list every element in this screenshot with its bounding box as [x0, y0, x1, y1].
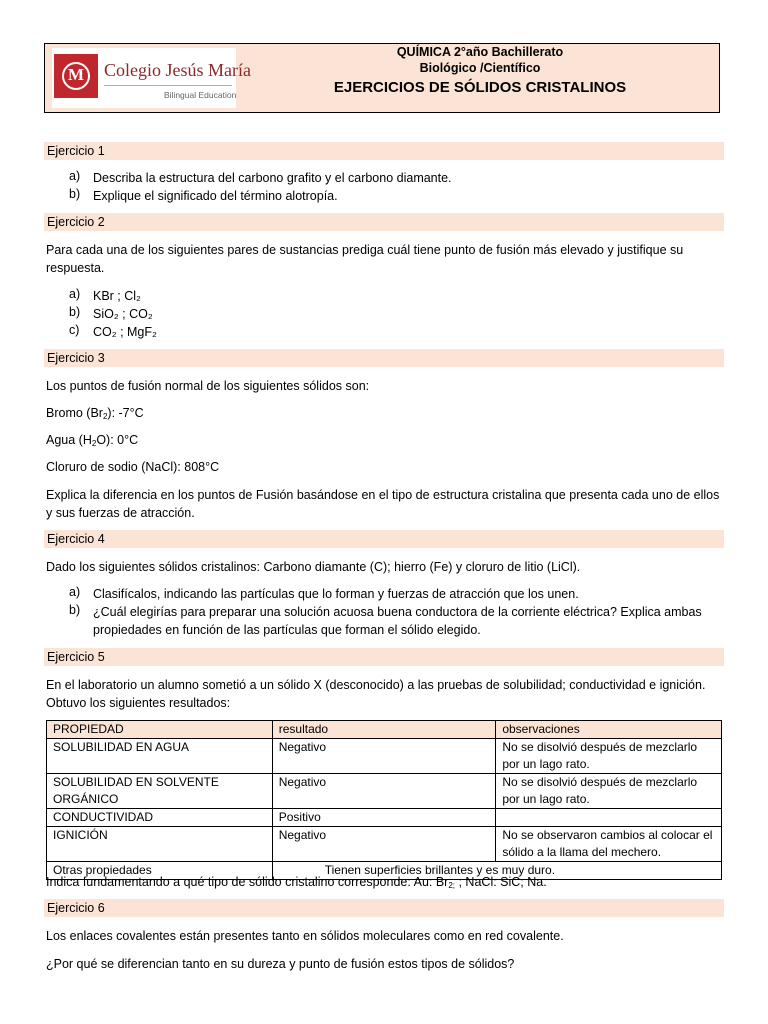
results-table [46, 720, 722, 880]
logo-school-name: Colegio Jesús María [104, 60, 251, 80]
subject-line: QUÍMICA 2°año Bachillerato [396, 45, 564, 59]
bromo-line: Bromo $(Br_2)$: -7°C [46, 406, 144, 421]
table-cell: No se disolvió después de mezclarlo por un lago rato. [496, 739, 722, 774]
table-header-cell: observaciones [496, 721, 722, 739]
exercise-3-question: Explica la diferencia en los puntos de Fusión basándose en el tipo de estructura cristalina que presenta cada uno de ellos y sus fuerzas de atracción. [46, 488, 720, 520]
list-marker: b) [69, 305, 81, 319]
table-cell [496, 809, 722, 827]
table-cell: Negativo [272, 827, 496, 862]
list-item: Clasifícalos, indicando las partículas que lo forman y fuerzas de atracción que los unen. [93, 587, 579, 601]
table-cell: Negativo [272, 739, 496, 774]
exercise-3-heading: Ejercicio 3 [44, 349, 724, 367]
agua-line: Agua $(H_2O)$: 0°C [46, 433, 139, 448]
exercise-5-heading: Ejercicio 5 [44, 648, 724, 666]
table-cell: Negativo [272, 774, 496, 809]
table-row [47, 739, 722, 774]
table-row [47, 827, 722, 862]
logo-tagline: Bilingual Education [164, 90, 237, 100]
list-item: Describa la estructura del carbono grafito y el carbono diamante. [93, 171, 452, 185]
table-cell: IGNICIÓN [47, 827, 273, 862]
list-marker: a) [69, 169, 81, 183]
list-marker: b) [69, 187, 81, 201]
exercise-6-heading: Ejercicio 6 [44, 899, 724, 917]
exercise-6-question: ¿Por qué se diferencian tanto en su dureza y punto de fusión estos tipos de sólidos? [46, 957, 515, 971]
table-header-cell: PROPIEDAD [47, 721, 273, 739]
table-cell: Positivo [272, 809, 496, 827]
list-marker: a) [69, 585, 81, 599]
exercise-3-intro: Los puntos de fusión normal de los siguientes sólidos son: [46, 379, 370, 393]
list-item: CO₂ ; MgF₂ [93, 325, 157, 339]
exercise-2-heading: Ejercicio 2 [44, 213, 724, 231]
list-item: KBr ; Cl₂ [93, 289, 141, 303]
list-marker: c) [69, 323, 80, 337]
table-cell: No se disolvió después de mezclarlo por un lago rato. [496, 774, 722, 809]
table-cell: SOLUBILIDAD EN AGUA [47, 739, 273, 774]
table-cell: Otras propiedades [47, 862, 273, 880]
track-line: Biológico /Científico [419, 61, 541, 75]
exercise-5-question: Indica fundamentando a qué tipo de sólido cristalino corresponde: Au: $Br_{2;}$ ; NaCl: SiC; Na. [46, 875, 547, 890]
exercise-5-intro: En el laboratorio un alumno sometió a un sólido X (desconocido) a las pruebas de solubilidad; conductividad e ignición. Obtuvo los siguientes resultados: [46, 678, 706, 710]
list-item: Explique el significado del término alotropía. [93, 189, 338, 203]
school-logo [52, 48, 251, 108]
page-title: EJERCICIOS DE SÓLIDOS CRISTALINOS [333, 79, 627, 96]
table-cell: SOLUBILIDAD EN SOLVENTE ORGÁNICO [47, 774, 273, 809]
table-header-cell: resultado [272, 721, 496, 739]
list-item: ¿Cuál elegirías para preparar una solución acuosa buena conductora de la corriente eléctrica? Explica ambas propiedades en función de las partículas que forman el sólido elegido. [93, 605, 702, 637]
list-item: SiO₂ ; CO₂ [93, 307, 153, 321]
table-row [47, 809, 722, 827]
exercise-1-heading: Ejercicio 1 [44, 142, 724, 160]
crest-icon: M [54, 54, 98, 98]
exercise-4-heading: Ejercicio 4 [44, 530, 724, 548]
table-cell: CONDUCTIVIDAD [47, 809, 273, 827]
list-marker: a) [69, 287, 81, 301]
exercise-4-intro: Dado los siguientes sólidos cristalinos: Carbono diamante (C); hierro (Fe) y cloruro de litio (LiCl). [46, 560, 581, 574]
cloruro-line: Cloruro de sodio (NaCl): 808°C [46, 460, 220, 474]
table-header-row [47, 721, 722, 739]
table-cell: Tienen superficies brillantes y es muy duro. [272, 862, 721, 880]
exercise-2-intro: Para cada una de los siguientes pares de sustancias prediga cuál tiene punto de fusión más elevado y justifique su respuesta. [46, 243, 684, 275]
list-marker: b) [69, 603, 81, 617]
exercise-6-line-1: Los enlaces covalentes están presentes tanto en sólidos moleculares como en red covalente. [46, 929, 564, 943]
table-row [47, 774, 722, 809]
table-cell: No se observaron cambios al colocar el sólido a la llama del mechero. [496, 827, 722, 862]
